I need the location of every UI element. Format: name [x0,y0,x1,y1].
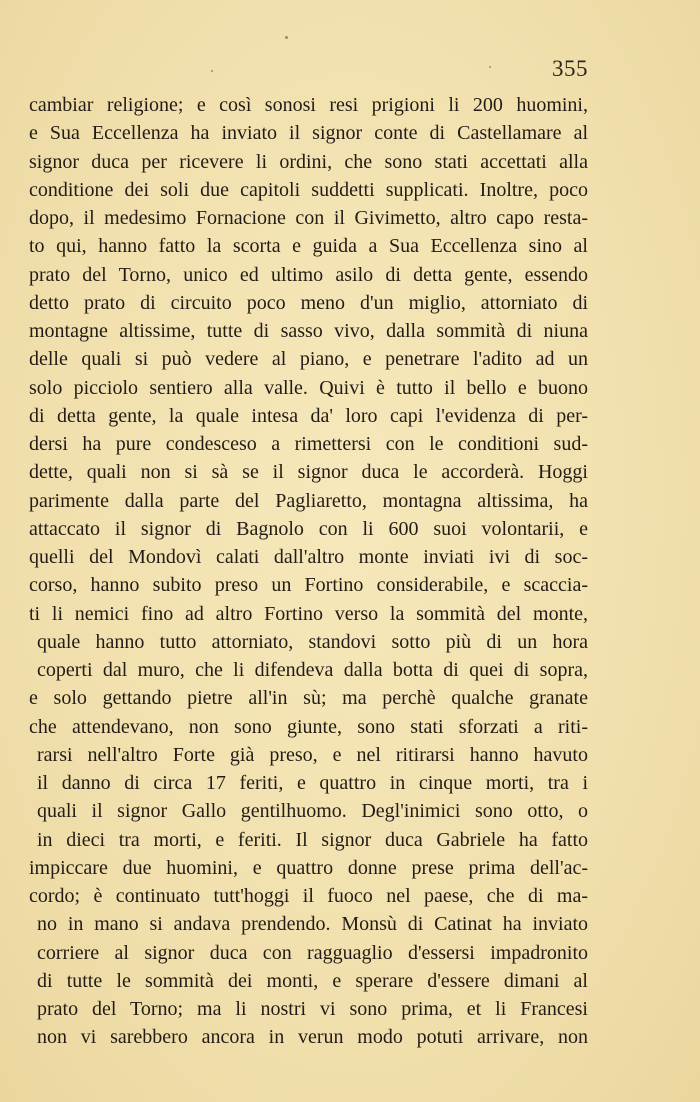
body-text [29,91,588,1052]
text-line: e solo gettando pietre all'in sù; ma perchè qualche granate [29,687,588,710]
text-line: quale hanno tutto attorniato, standovi sotto più di un hora [37,630,588,653]
text-line: coperti dal muro, che li difendeva dalla botta di quei di sopra, [37,659,588,681]
text-line: dopo, il medesimo Fornacione con il Givimetto, altro capo resta- [29,207,588,229]
text-line: solo picciolo sentiero alla valle. Quivi è tutto il bello e buono [29,376,588,399]
text-line: prato del Torno; ma li nostri vi sono prima, et li Francesi [37,998,588,1020]
text-line: detto prato di circuito poco meno d'un miglio, attorniato di [29,291,588,314]
text-line: rarsi nell'altro Forte già preso, e nel ritirarsi hanno havuto [37,743,588,766]
text-line: di detta gente, la quale intesa da' loro capi l'evidenza di per- [29,404,588,427]
text-line: conditione dei soli due capitoli suddetti supplicati. Inoltre, poco [29,178,588,201]
text-line: cordo; è continuato tutt'hoggi il fuoco nel paese, che di ma- [29,885,588,907]
text-line: montagne altissime, tutte di sasso vivo, dalla sommità di niuna [29,320,588,342]
text-line: di tutte le sommità dei monti, e sperare d'essere dimani al [37,969,588,992]
text-line: impiccare due huomini, e quattro donne prese prima dell'ac- [29,856,588,879]
text-line: delle quali si può vedere al piano, e penetrare l'adito ad un [29,348,588,371]
text-line: parimente dalla parte del Pagliaretto, montagna altissima, ha [29,489,588,512]
page-number: 355 [552,56,588,81]
text-line: e Sua Eccellenza ha inviato il signor conte di Castellamare al [29,122,588,145]
text-line: non vi sarebbero ancora in verun modo potuti arrivare, non [37,1026,588,1049]
text-line: dersi ha pure condesceso a rimettersi con le conditioni sud- [29,433,588,455]
text-line: prato del Torno, unico ed ultimo asilo di detta gente, essendo [29,263,588,286]
paper-speck [489,66,491,68]
text-line: signor duca per ricevere li ordini, che sono stati accettati alla [29,150,588,173]
text-line: cambiar religione; e così sonosi resi prigioni li 200 huomini, [29,94,588,116]
text-line: to qui, hanno fatto la scorta e guida a Sua Eccellenza sino al [29,235,588,258]
text-line: quelli del Mondovì calati dall'altro monte inviati ivi di soc- [29,546,588,568]
text-line: ti li nemici fino ad altro Fortino verso la sommità del monte, [29,602,588,625]
text-line: quali il signor Gallo gentilhuomo. Degl'inimici sono otto, o [37,800,588,823]
paper-speck [285,36,288,39]
text-line: corso, hanno subito preso un Fortino considerabile, e scaccia- [29,574,588,597]
text-line: il danno di circa 17 feriti, e quattro in cinque morti, tra i [37,772,588,794]
text-line: attaccato il signor di Bagnolo con li 600 suoi volontarii, e [29,517,588,540]
paper-speck [211,70,213,72]
text-line: dette, quali non si sà se il signor duca le accorderà. Hoggi [29,461,588,484]
text-line: no in mano si andava prendendo. Monsù di Catinat ha inviato [37,913,588,936]
text-line: corriere al signor duca con ragguaglio d'essersi impadronito [37,941,588,964]
text-line: che attendevano, non sono giunte, sono stati sforzati a riti- [29,715,588,738]
text-line: in dieci tra morti, e feriti. Il signor duca Gabriele ha fatto [37,828,588,851]
